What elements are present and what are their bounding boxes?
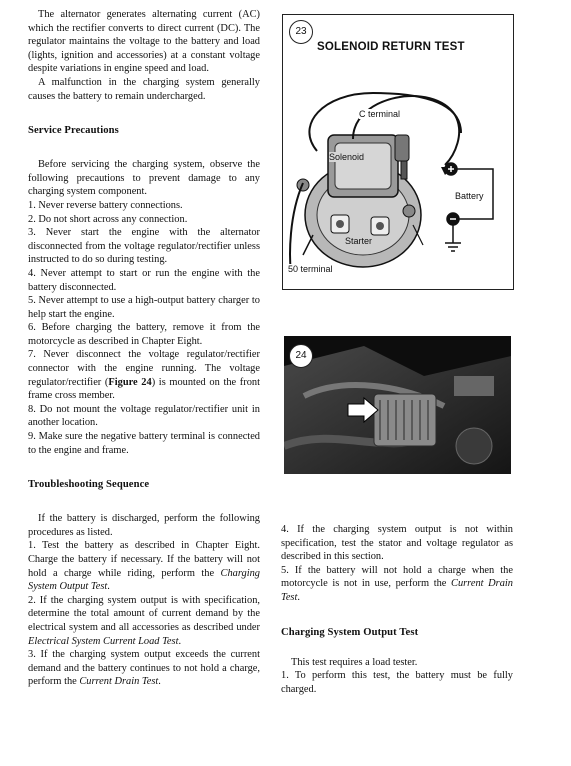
troubleshooting-intro: If the battery is discharged, perform the following procedures as listed. [28,513,260,538]
precaution-2: 2. Do not short across any connection. [28,213,188,225]
troubleshooting-step-1: 1. Test the battery as described in Chapter Eight. Charge the battery if necessary. If the battery will not hold a charge while riding, perform the Charging System Output Test. [28,540,260,593]
solenoid-label: Solenoid [329,152,365,162]
figure-24-regulator-photo [284,336,511,474]
solenoid-wiring-diagram [283,15,513,289]
intro-paragraph-1: The alternator generates alternating current (AC) which the rectifier converts to direct current (DC). The regulator maintains the voltage to the battery and load (lights, ignition and accessories) at a constant voltage despite variations in engine speed and load. [28,9,260,75]
figure-23-solenoid-return-test [282,14,514,290]
output-intro: This test requires a load tester. [291,656,418,668]
troubleshooting-step-5: 5. If the battery will not hold a charge when the motorcycle is not in use, perform the Current Drain Test. [281,564,513,603]
50-terminal-label: 50 terminal [288,264,333,274]
precaution-8: 8. Do not mount the voltage regulator/rectifier unit in another location. [28,403,260,429]
battery-label: Battery [455,191,484,201]
intro-paragraph-2: A malfunction in the charging system generally causes the battery to remain undercharged. [28,76,260,102]
precaution-7: 7. Never disconnect the voltage regulator/rectifier connector with the engine running. The voltage regulator/rectifier (Figure 24) is mounted on the front frame cross member. [28,349,261,402]
figure-24-reference: Figure 24 [108,376,152,388]
figure-23-title: SOLENOID RETURN TEST [317,41,465,53]
figure-23-number: 23 [289,20,313,44]
left-column [28,8,260,689]
precaution-5: 5. Never attempt to use a high-output battery charger to help start the engine. [28,295,260,320]
right-column [281,523,513,696]
troubleshooting-step-4: 4. If the charging system output is not within specification, test the stator and voltage regulator as described in this section. [281,524,513,563]
c-terminal-label: C terminal [359,109,401,119]
output-step-1: 1. To perform this test, the battery must be fully charged. [281,670,513,695]
precaution-9: 9. Make sure the negative battery terminal is connected to the engine and frame. [28,431,260,456]
troubleshooting-step-2: 2. If the charging system output is with specification, determine the total amount of current demand by the electrical system and all accessories as described under Electrical System Current Load Test. [28,594,260,647]
precaution-4: 4. Never attempt to start or run the engine with the battery disconnected. [28,267,260,293]
battery-symbol [445,163,493,251]
figure-24-number: 24 [289,344,313,368]
precaution-1: 1. Never reverse battery connections. [28,199,183,211]
regulator-photo-drawing [284,336,511,474]
starter-label: Starter [345,236,373,246]
troubleshooting-heading: Troubleshooting Sequence [28,479,150,491]
charging-output-heading: Charging System Output Test [281,626,419,638]
precaution-3: 3. Never start the engine with the alternator disconnected from the voltage regulator/rectifier unless instructed to do so during testing. [28,227,260,266]
precaution-6: 6. Before charging the battery, remove it from the motorcycle as described in Chapter Eight. [28,322,260,347]
service-precautions-heading: Service Precautions [28,125,119,137]
troubleshooting-step-3: 3. If the charging system output exceeds the current demand and the battery continues to not hold a charge, perform the Current Drain Test. [28,649,260,688]
service-intro: Before servicing the charging system, observe the following precautions to prevent damage to any charging system component. [28,159,260,198]
